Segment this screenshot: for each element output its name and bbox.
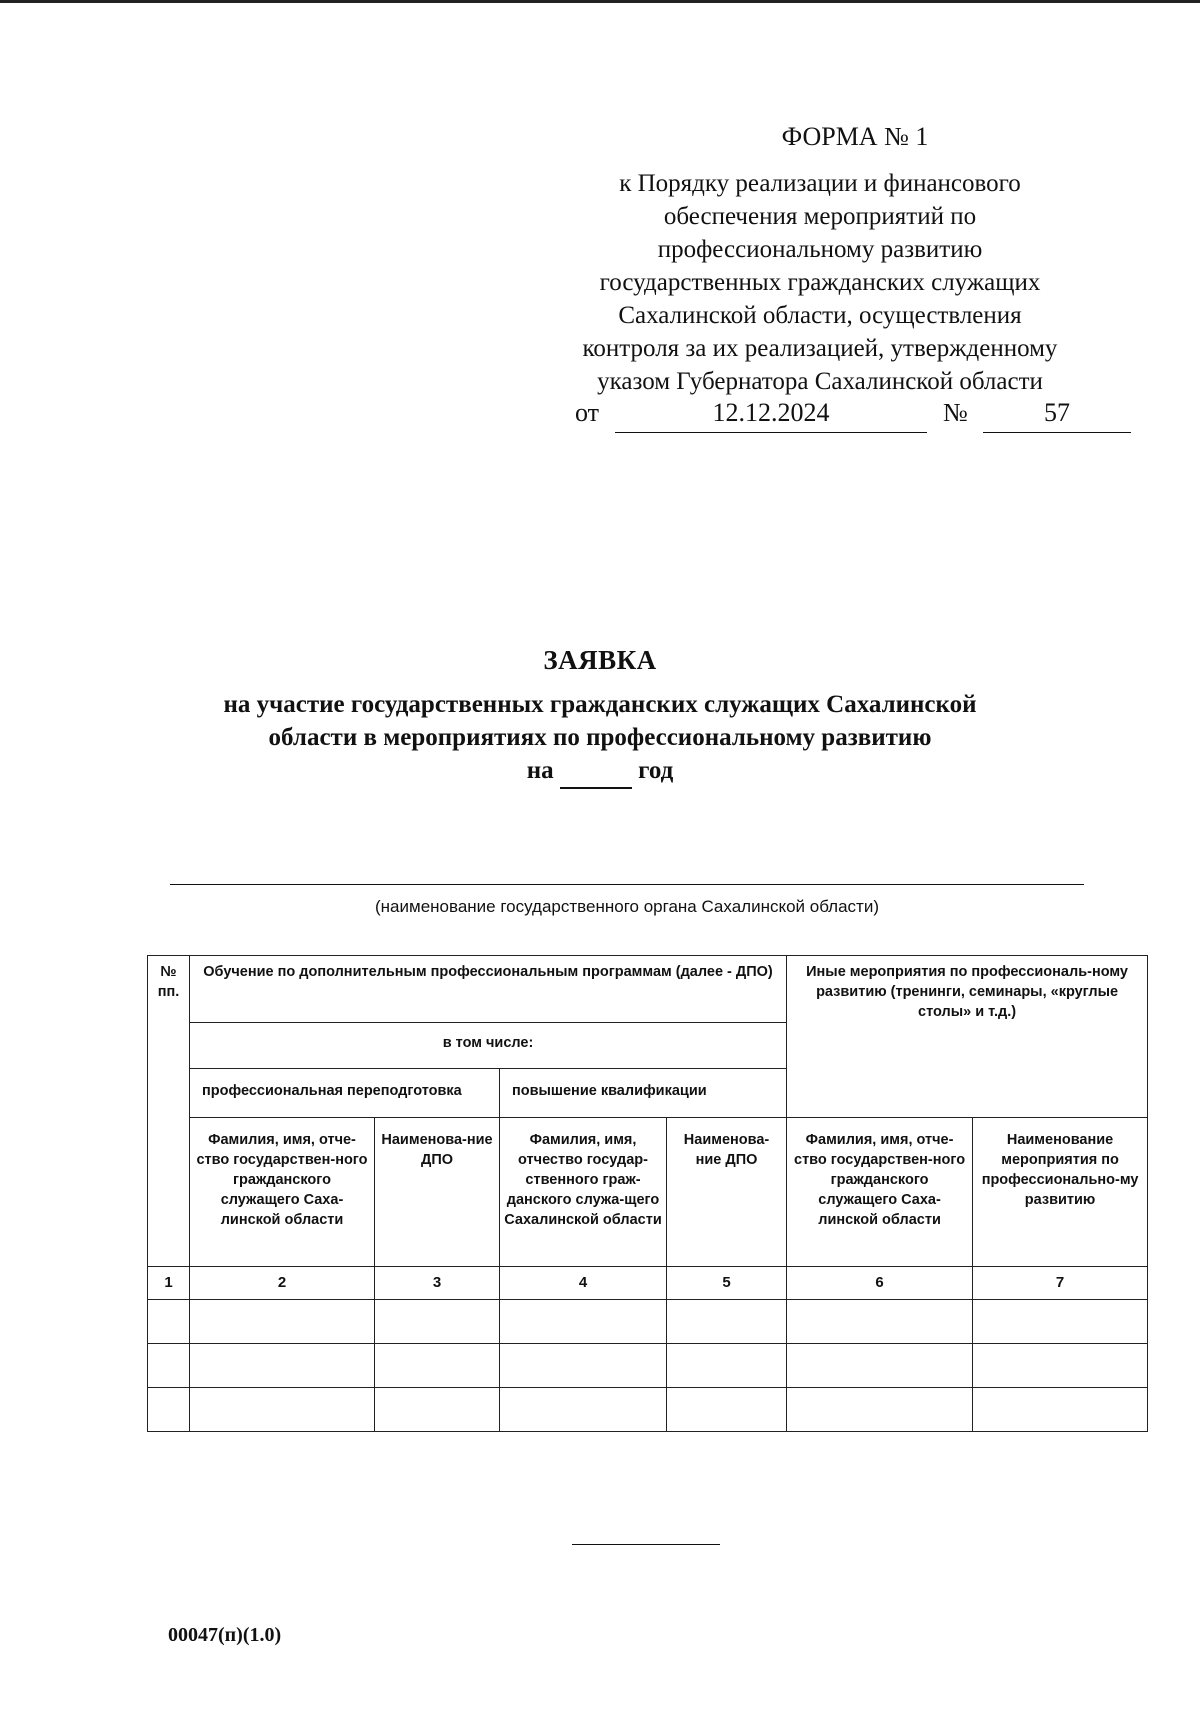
- empty-cell: [148, 1300, 190, 1344]
- empty-cell: [500, 1300, 667, 1344]
- subtitle-line: области в мероприятиях по профессиональному развитию: [268, 724, 932, 751]
- order-reference: [575, 398, 1131, 434]
- column-number: 4: [500, 1267, 667, 1300]
- number-label: №: [943, 398, 968, 427]
- year-blank: [560, 754, 632, 789]
- empty-cell: [500, 1388, 667, 1432]
- from-label: от: [575, 398, 600, 427]
- empty-cell: [190, 1300, 375, 1344]
- header-cell-col4: Фамилия, имя, отчество государ-ственного граж-данского служа-щего Сахалинской области: [500, 1118, 667, 1267]
- header-line: контроля за их реализацией, утвержденному: [582, 335, 1058, 362]
- closing-rule: [572, 1544, 720, 1545]
- order-date: 12.12.2024: [615, 398, 927, 433]
- header-line: Сахалинской области, осуществления: [618, 302, 1022, 329]
- header-cell-number: № пп.: [148, 956, 190, 1267]
- application-table: [147, 955, 1148, 1432]
- empty-cell: [148, 1344, 190, 1388]
- empty-cell: [375, 1300, 500, 1344]
- empty-cell: [667, 1388, 787, 1432]
- empty-cell: [973, 1344, 1148, 1388]
- column-number: 2: [190, 1267, 375, 1300]
- header-cell-col3: Наименова-ние ДПО: [375, 1118, 500, 1267]
- document-code: 00047(п)(1.0): [168, 1624, 282, 1646]
- empty-cell: [375, 1344, 500, 1388]
- year-suffix: год: [638, 757, 674, 784]
- header-cell-retraining: профессиональная переподготовка: [190, 1069, 500, 1118]
- column-number-row: [148, 1267, 1148, 1300]
- empty-cell: [973, 1388, 1148, 1432]
- org-name-line: [170, 884, 1084, 885]
- header-line: к Порядку реализации и финансового: [619, 170, 1021, 197]
- order-number: 57: [983, 398, 1131, 433]
- column-number: 7: [973, 1267, 1148, 1300]
- header-cell-col6: Фамилия, имя, отче-ство государствен-ного гражданского служащего Саха-линской области: [787, 1118, 973, 1267]
- empty-cell: [148, 1388, 190, 1432]
- org-name-caption: (наименование государственного органа Сахалинской области): [375, 897, 879, 916]
- column-number: 5: [667, 1267, 787, 1300]
- empty-cell: [667, 1344, 787, 1388]
- year-prefix: на: [526, 757, 554, 784]
- empty-cell: [973, 1300, 1148, 1344]
- header-cell-including: в том числе:: [190, 1023, 787, 1069]
- empty-cell: [190, 1388, 375, 1432]
- empty-cell: [787, 1344, 973, 1388]
- form-number: ФОРМА № 1: [781, 122, 929, 151]
- header-line: государственных гражданских служащих: [599, 269, 1041, 296]
- form-header: [540, 120, 1100, 398]
- header-cell-col7: Наименование мероприятия по профессионально-му развитию: [973, 1118, 1148, 1267]
- empty-cell: [787, 1388, 973, 1432]
- subtitle-line: на участие государственных гражданских служащих Сахалинской: [223, 691, 977, 718]
- header-line: профессиональному развитию: [657, 236, 983, 263]
- empty-table-row: [148, 1344, 1148, 1388]
- empty-cell: [500, 1344, 667, 1388]
- header-cell-qualification: повышение квалификации: [500, 1069, 787, 1118]
- empty-cell: [667, 1300, 787, 1344]
- empty-cell: [190, 1344, 375, 1388]
- column-number: 6: [787, 1267, 973, 1300]
- page-top-edge: [0, 0, 1200, 3]
- document-subtitle: [100, 688, 1100, 789]
- header-cell-dpo: Обучение по дополнительным профессиональным программам (далее - ДПО): [190, 956, 787, 1023]
- header-cell-col5: Наименова-ние ДПО: [667, 1118, 787, 1267]
- document-title: ЗАЯВКА: [543, 645, 657, 675]
- empty-table-row: [148, 1300, 1148, 1344]
- empty-cell: [787, 1300, 973, 1344]
- document-title-block: [100, 645, 1100, 789]
- header-cell-col2: Фамилия, имя, отче-ство государствен-ного гражданского служащего Саха-линской области: [190, 1118, 375, 1267]
- column-number: 1: [148, 1267, 190, 1300]
- header-line: указом Губернатора Сахалинской области: [597, 368, 1043, 395]
- empty-table-row: [148, 1388, 1148, 1432]
- empty-cell: [375, 1388, 500, 1432]
- header-line: обеспечения мероприятий по: [663, 203, 977, 230]
- column-number: 3: [375, 1267, 500, 1300]
- header-cell-other-events: Иные мероприятия по профессиональ-ному развитию (тренинги, семинары, «круглые столы» и т.д.): [787, 956, 1148, 1118]
- year-line: [100, 754, 1100, 789]
